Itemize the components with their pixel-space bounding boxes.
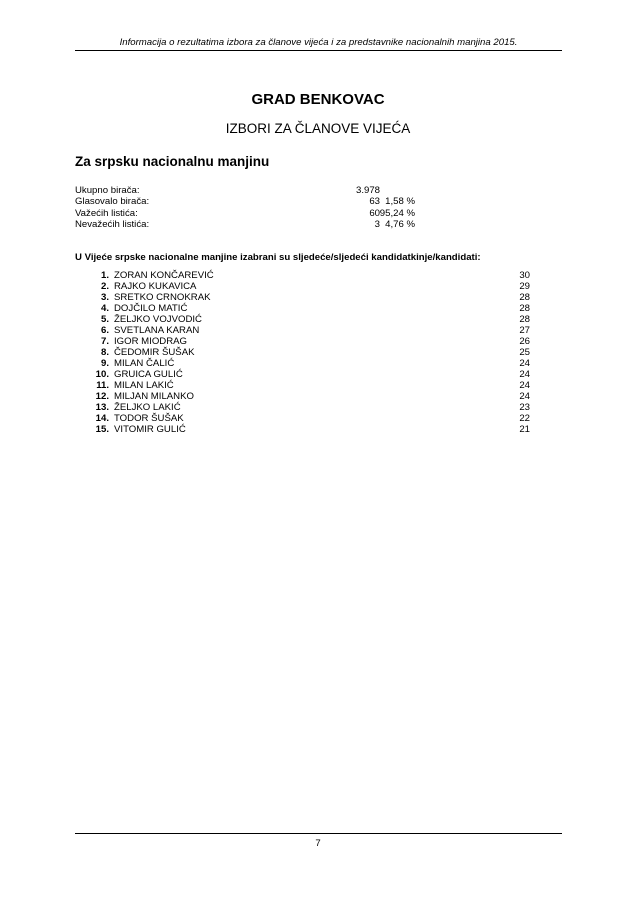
candidate-rank: 1.: [100, 270, 109, 281]
candidate-votes: 26: [519, 336, 530, 347]
candidate-name: SRETKO CRNOKRAK: [114, 292, 211, 303]
candidate-votes: 28: [519, 303, 530, 314]
candidate-votes: 30: [519, 270, 530, 281]
candidate-name: ŽELJKO LAKIĆ: [114, 402, 181, 413]
candidate-name: GRUICA GULIĆ: [114, 369, 183, 380]
candidate-name: MILAN LAKIĆ: [114, 380, 174, 391]
candidate-list: [75, 270, 530, 435]
list-item: [75, 369, 530, 380]
page-subtitle: IZBORI ZA ČLANOVE VIJEĆA: [225, 121, 411, 136]
candidate-name: IGOR MIODRAG: [114, 336, 188, 347]
stat-row-voted: [75, 196, 475, 207]
candidate-rank: 2.: [100, 281, 109, 292]
header-rule: [75, 50, 562, 51]
stat-row-valid-ballots: [75, 208, 475, 219]
list-item: [75, 314, 530, 325]
candidate-rank: 15.: [95, 424, 109, 435]
section-heading: Za srpsku nacionalnu manjinu: [75, 154, 270, 169]
list-item: [75, 336, 530, 347]
list-item: [75, 424, 530, 435]
candidate-name: DOJČILO MATIĆ: [114, 303, 188, 314]
candidate-rank: 3.: [100, 292, 109, 303]
candidate-rank: 11.: [96, 380, 109, 391]
candidate-rank: 5.: [100, 314, 109, 325]
stat-label: Ukupno birača:: [75, 185, 140, 196]
stat-label: Nevažećih listića:: [75, 219, 150, 231]
footer-rule: [75, 833, 562, 834]
page-number: 7: [315, 838, 321, 849]
stat-value: 60: [369, 207, 380, 219]
list-item: [75, 325, 530, 336]
list-item: [75, 391, 530, 402]
candidate-name: ZORAN KONČAREVIĆ: [114, 270, 214, 281]
list-item: [75, 413, 530, 424]
stat-value: 3: [374, 219, 380, 231]
list-item: [75, 303, 530, 314]
candidate-name: MILAN ČALIĆ: [114, 358, 175, 369]
candidate-votes: 22: [519, 413, 530, 424]
candidate-rank: 13.: [95, 402, 109, 413]
stat-percent: 4,76 %: [385, 219, 415, 231]
list-item: [75, 292, 530, 303]
list-item: [75, 358, 530, 369]
running-header: Informacija o rezultatima izbora za članove vijeća i za predstavnike nacionalnih manjina 2015.: [119, 37, 518, 48]
candidate-name: ŽELJKO VOJVODIĆ: [114, 314, 202, 325]
candidate-votes: 28: [519, 292, 530, 303]
candidate-rank: 9.: [100, 358, 109, 369]
voter-stats: [75, 185, 475, 231]
candidate-votes: 23: [519, 402, 530, 413]
stat-value: 3.978: [355, 185, 380, 196]
stat-row-invalid-ballots: [75, 219, 475, 230]
candidate-votes: 24: [519, 369, 530, 380]
stat-label: Važećih listića:: [75, 207, 138, 219]
list-item: [75, 380, 530, 391]
candidate-rank: 14.: [95, 413, 109, 424]
candidate-rank: 10.: [95, 369, 109, 380]
stat-percent: 95,24 %: [379, 207, 415, 219]
stat-label: Glasovalo birača:: [75, 196, 150, 208]
candidate-rank: 12.: [95, 391, 109, 402]
list-item: [75, 281, 530, 292]
candidate-votes: 24: [519, 358, 530, 369]
candidate-name: MILJAN MILANKO: [114, 391, 194, 402]
page-title: GRAD BENKOVAC: [251, 91, 385, 108]
candidate-name: VITOMIR GULIĆ: [114, 424, 186, 435]
candidate-votes: 28: [519, 314, 530, 325]
candidate-rank: 6.: [100, 325, 109, 336]
candidate-votes: 24: [519, 380, 530, 391]
stat-value: 63: [369, 196, 380, 208]
list-item: [75, 347, 530, 358]
candidate-votes: 25: [519, 347, 530, 358]
candidate-name: SVETLANA KARAN: [114, 325, 200, 336]
candidate-votes: 21: [519, 424, 530, 435]
candidate-rank: 4.: [100, 303, 109, 314]
candidate-name: TODOR ŠUŠAK: [114, 413, 184, 424]
candidate-rank: 8.: [100, 347, 109, 358]
candidate-name: RAJKO KUKAVICA: [114, 281, 197, 292]
candidate-rank: 7.: [100, 336, 109, 347]
elected-heading: U Vijeće srpske nacionalne manjine izabrani su sljedeće/sljedeći kandidatkinje/kandidati:: [75, 252, 481, 263]
stat-percent: 1,58 %: [385, 196, 415, 208]
candidate-name: ČEDOMIR ŠUŠAK: [114, 347, 195, 358]
stat-row-total-voters: [75, 185, 475, 196]
list-item: [75, 402, 530, 413]
candidate-votes: 27: [519, 325, 530, 336]
candidate-votes: 29: [519, 281, 530, 292]
candidate-votes: 24: [519, 391, 530, 402]
list-item: [75, 270, 530, 281]
